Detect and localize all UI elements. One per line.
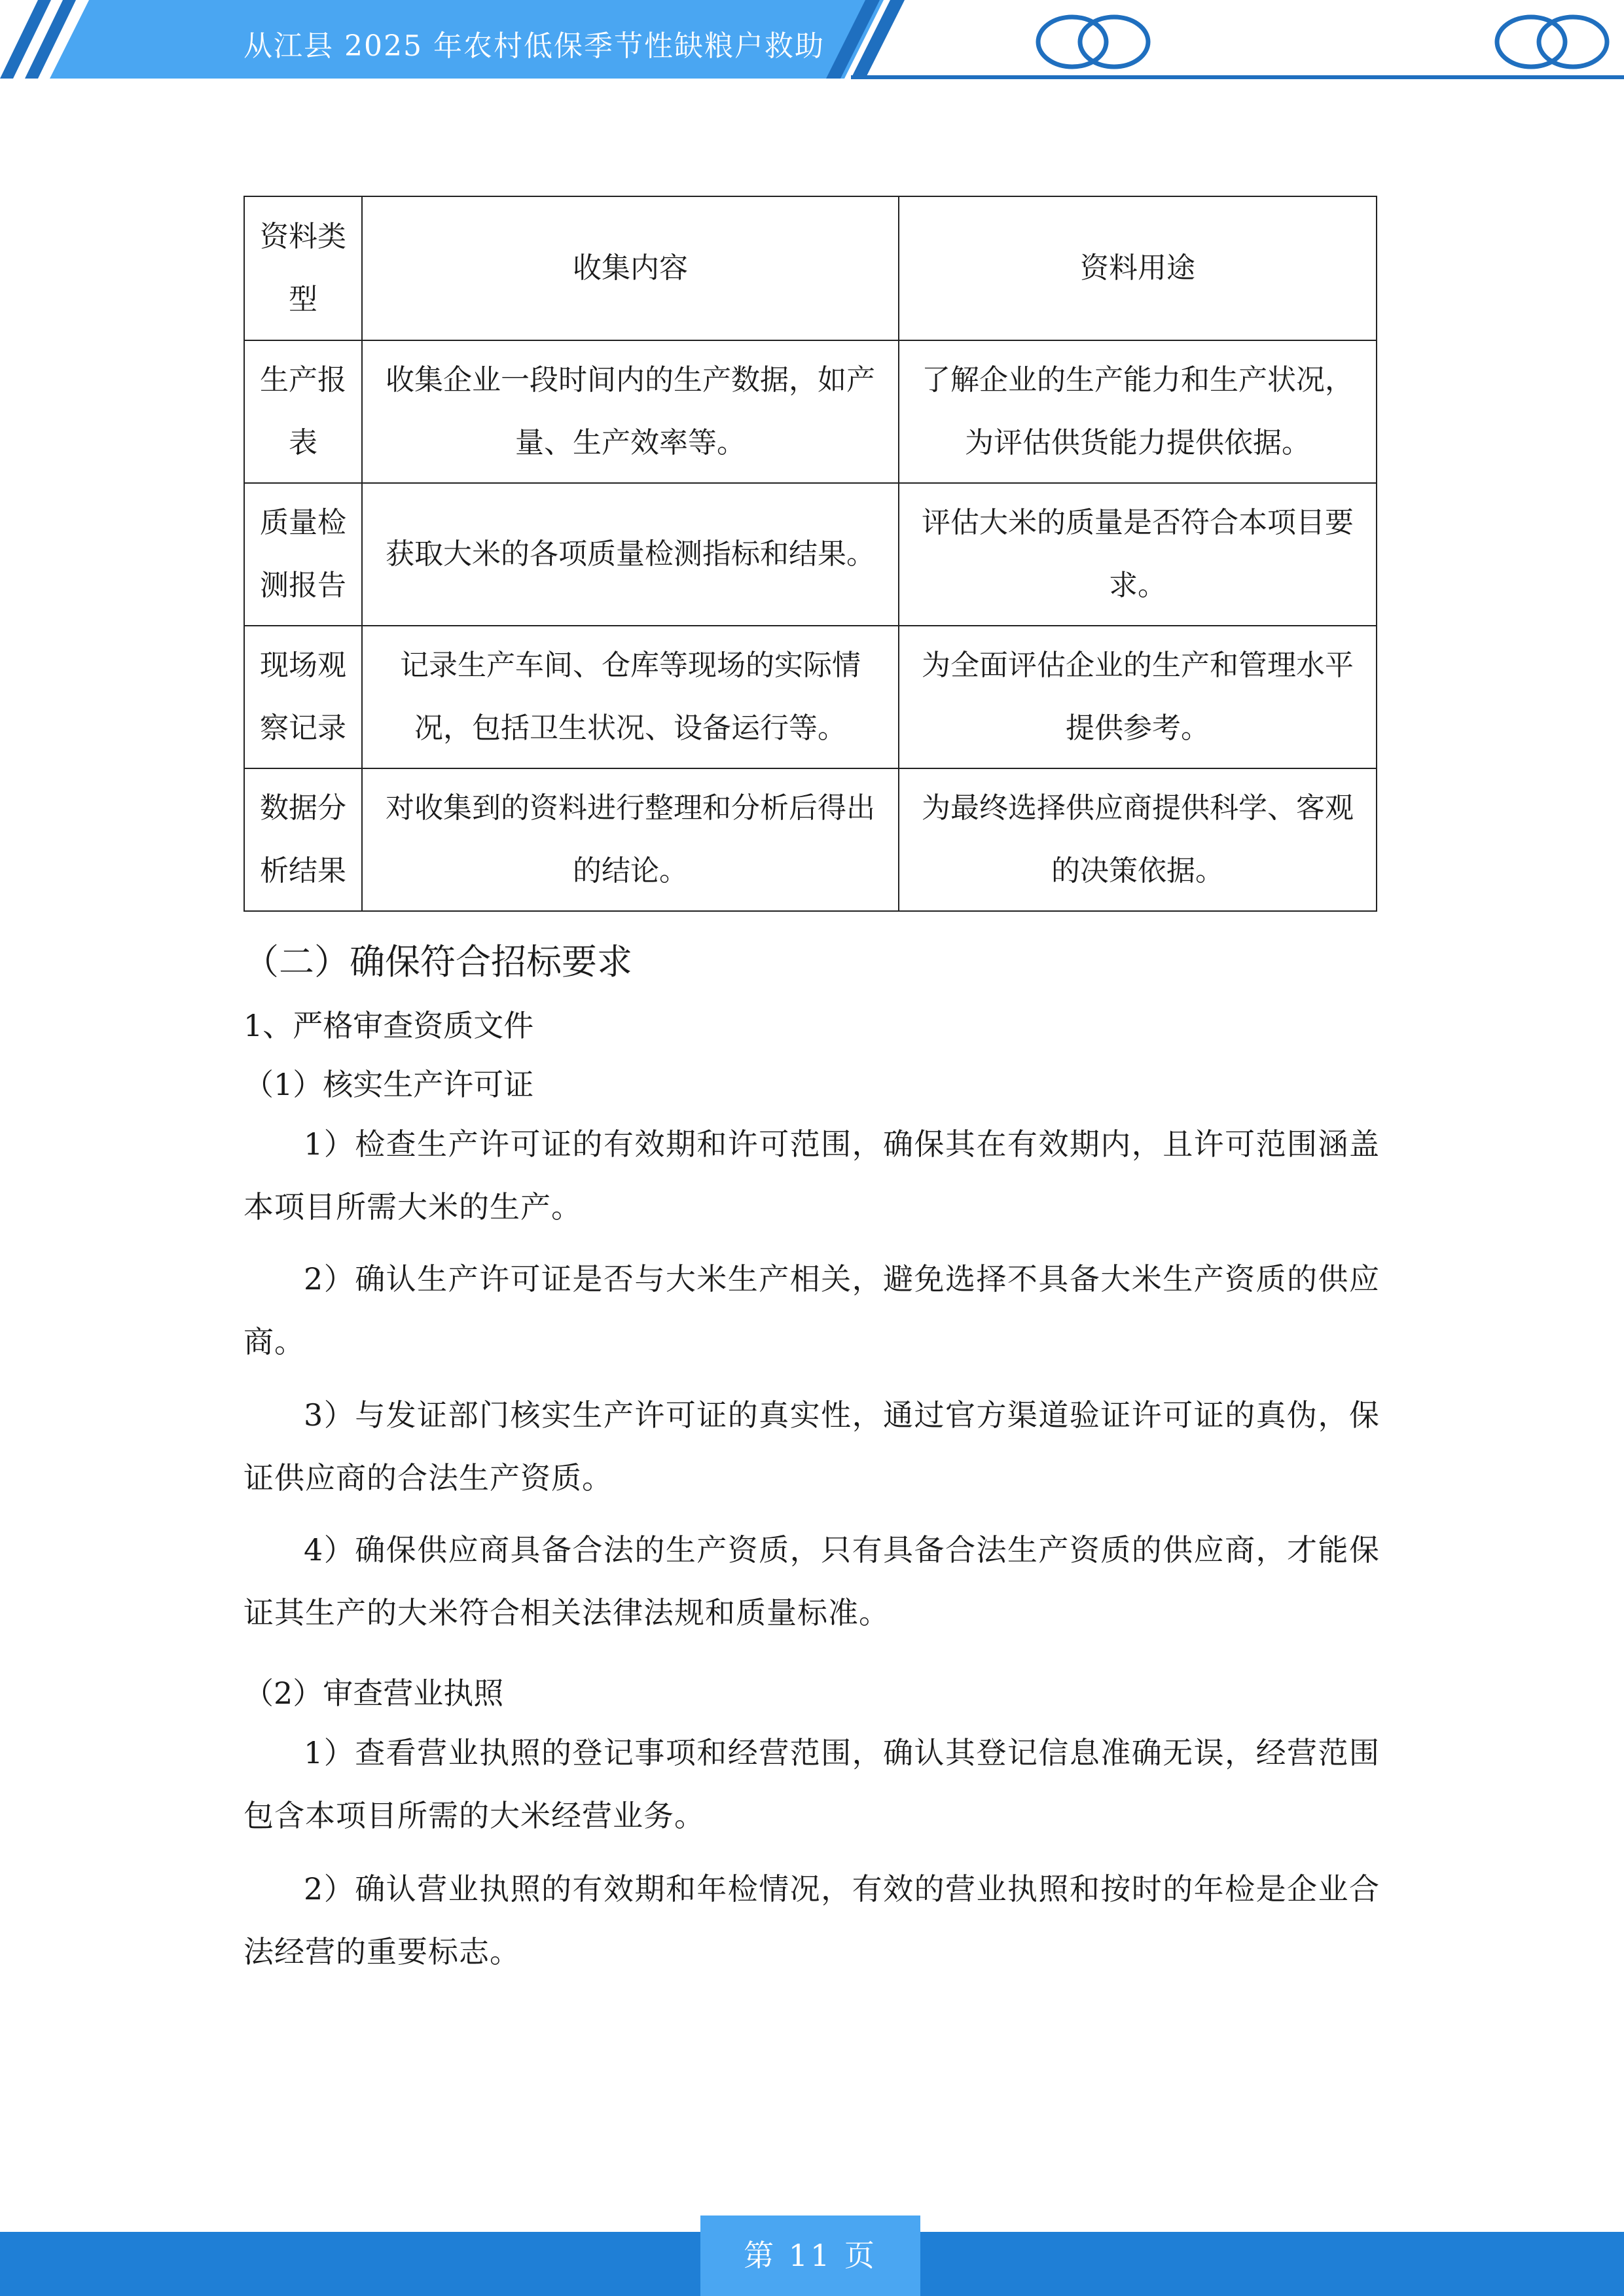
table-cell-type: 生产报表 [244, 340, 362, 483]
paragraph: 2）确认营业执照的有效期和年检情况，有效的营业执照和按时的年检是企业合法经营的重要标志。 [244, 1871, 1380, 1969]
header-title: 从江县 2025 年农村低保季节性缺粮户救助 [244, 29, 825, 63]
table-cell-use: 了解企业的生产能力和生产状况，为评估供货能力提供依据。 [899, 340, 1377, 483]
table-header-row [244, 196, 1377, 340]
table-cell-content: 获取大米的各项质量检测指标和结果。 [362, 483, 899, 626]
table-cell-content: 对收集到的资料进行整理和分析后得出的结论。 [362, 768, 899, 911]
logo-rings-right-icon [1497, 17, 1607, 67]
paragraph: 1）查看营业执照的登记事项和经营范围，确认其登记信息准确无误，经营范围包含本项目所需的大米经营业务。 [244, 1735, 1380, 1833]
paragraph: 4）确保供应商具备合法的生产资质，只有具备合法生产资质的供应商，才能保证其生产的大米符合相关法律法规和质量标准。 [244, 1532, 1380, 1630]
table-header-cell: 资料用途 [899, 196, 1377, 340]
item-heading: （1）核实生产许可证 [244, 1067, 534, 1102]
table-cell-use: 评估大米的质量是否符合本项目要求。 [899, 483, 1377, 626]
page-number: 第 11 页 [700, 2215, 920, 2296]
table-row [244, 768, 1377, 911]
table-row [244, 483, 1377, 626]
paragraph: 2）确认生产许可证是否与大米生产相关，避免选择不具备大米生产资质的供应商。 [244, 1261, 1380, 1359]
section-heading: （二）确保符合招标要求 [244, 941, 632, 982]
table-header-cell: 资料类型 [244, 196, 362, 340]
subsection-heading: 1、严格审查资质文件 [244, 1008, 534, 1043]
table-cell-type: 质量检测报告 [244, 483, 362, 626]
logo-rings-left-icon [1038, 17, 1148, 67]
table-cell-use: 为最终选择供应商提供科学、客观的决策依据。 [899, 768, 1377, 911]
table-cell-content: 记录生产车间、仓库等现场的实际情况，包括卫生状况、设备运行等。 [362, 626, 899, 768]
paragraph: 3）与发证部门核实生产许可证的真实性，通过官方渠道验证许可证的真伪，保证供应商的合法生产资质。 [244, 1397, 1380, 1496]
table-cell-type: 数据分析结果 [244, 768, 362, 911]
table-header-cell: 收集内容 [362, 196, 899, 340]
paragraph: 1）检查生产许可证的有效期和许可范围，确保其在有效期内，且许可范围涵盖本项目所需大米的生产。 [244, 1126, 1380, 1225]
table-cell-content: 收集企业一段时间内的生产数据，如产量、生产效率等。 [362, 340, 899, 483]
table-cell-use: 为全面评估企业的生产和管理水平提供参考。 [899, 626, 1377, 768]
materials-table [244, 196, 1377, 912]
table-row [244, 340, 1377, 483]
table-cell-type: 现场观察记录 [244, 626, 362, 768]
item-heading: （2）审查营业执照 [244, 1676, 504, 1711]
table-row [244, 626, 1377, 768]
